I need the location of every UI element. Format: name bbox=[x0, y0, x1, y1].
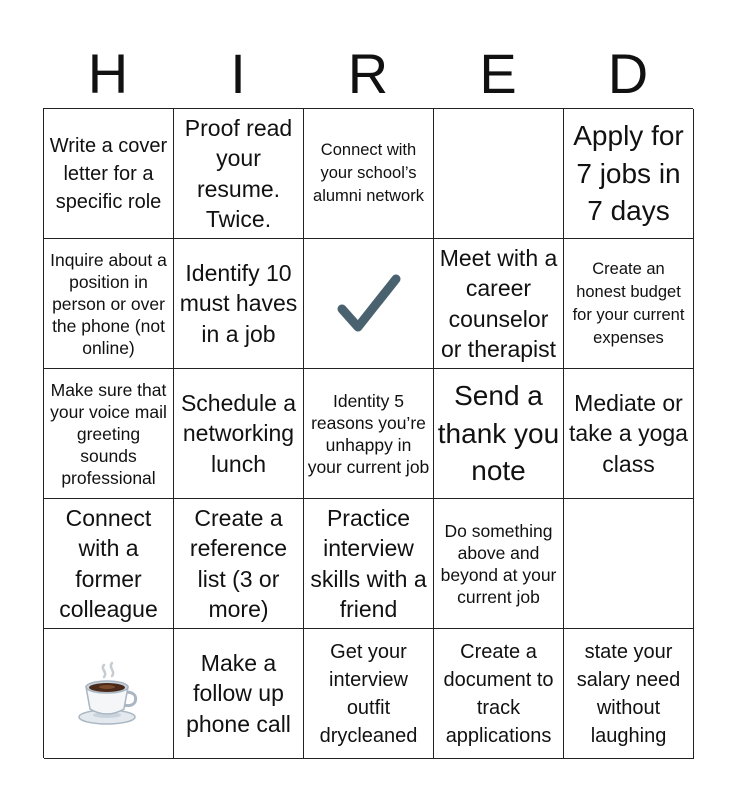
cell-text: Send a thank you note bbox=[437, 380, 560, 487]
cell-text: Apply for 7 jobs in 7 days bbox=[573, 120, 684, 227]
bingo-cell[interactable] bbox=[564, 239, 694, 369]
bingo-cell[interactable] bbox=[434, 499, 564, 629]
bingo-cell[interactable] bbox=[564, 369, 694, 499]
cell-text: Meet with a career counselor or therapist bbox=[439, 244, 558, 362]
bingo-cell[interactable] bbox=[44, 499, 174, 629]
bingo-cell[interactable] bbox=[44, 239, 174, 369]
bingo-board bbox=[43, 108, 693, 758]
title-letter-r: R bbox=[347, 42, 389, 105]
cell-text: Make sure that your voice mail greeting sounds professional bbox=[50, 379, 167, 488]
cell-text: Create a document to track applications bbox=[443, 640, 554, 747]
coffee-cup-icon bbox=[74, 659, 144, 729]
cell-text: Connect with a former colleague bbox=[59, 504, 158, 622]
bingo-cell[interactable] bbox=[174, 499, 304, 629]
cell-text: Identity 5 reasons you’re unhappy in your current job bbox=[307, 390, 430, 477]
cell-text: Mediate or take a yoga class bbox=[569, 389, 688, 477]
cell-text: Identify 10 must haves in a job bbox=[179, 259, 298, 347]
cell-text: Do something above and beyond at your current job bbox=[440, 520, 557, 607]
bingo-cell[interactable] bbox=[174, 109, 304, 239]
bingo-cell[interactable] bbox=[174, 369, 304, 499]
cell-text: Get your interview outfit drycleaned bbox=[319, 640, 418, 747]
bingo-cell[interactable] bbox=[434, 629, 564, 759]
bingo-cell[interactable] bbox=[174, 239, 304, 369]
cell-text: Proof read your resume. Twice. bbox=[184, 114, 293, 232]
bingo-cell[interactable] bbox=[44, 369, 174, 499]
bingo-cell[interactable] bbox=[564, 499, 694, 629]
bingo-title bbox=[43, 40, 693, 108]
cell-text: Practice interview skills with a friend bbox=[310, 504, 427, 622]
title-letter-i: I bbox=[230, 42, 246, 105]
bingo-cell[interactable] bbox=[44, 629, 174, 759]
bingo-cell[interactable] bbox=[304, 109, 434, 239]
cell-text: Write a cover letter for a specific role bbox=[49, 134, 168, 213]
title-letter-e: E bbox=[479, 42, 517, 105]
cell-text: state your salary need without laughing bbox=[576, 640, 681, 747]
bingo-cell[interactable] bbox=[564, 629, 694, 759]
bingo-cell[interactable] bbox=[434, 109, 564, 239]
bingo-cell-free[interactable] bbox=[304, 239, 434, 369]
cell-text: Make a follow up phone call bbox=[186, 649, 291, 737]
bingo-cell[interactable] bbox=[304, 499, 434, 629]
title-letter-d: D bbox=[607, 42, 649, 105]
cell-text: Inquire about a position in person or over the phone (not online) bbox=[50, 249, 167, 358]
bingo-cell[interactable] bbox=[44, 109, 174, 239]
cell-text: Connect with your school’s alumni network bbox=[313, 141, 424, 205]
bingo-cell[interactable] bbox=[304, 629, 434, 759]
bingo-cell[interactable] bbox=[564, 109, 694, 239]
bingo-cell[interactable] bbox=[174, 629, 304, 759]
bingo-cell[interactable] bbox=[304, 369, 434, 499]
title-letter-h: H bbox=[87, 42, 129, 105]
check-mark-icon bbox=[334, 269, 404, 339]
bingo-cell[interactable] bbox=[434, 369, 564, 499]
bingo-cell[interactable] bbox=[434, 239, 564, 369]
cell-text: Create an honest budget for your current expenses bbox=[572, 259, 685, 347]
cell-text: Schedule a networking lunch bbox=[180, 389, 297, 477]
cell-text: Create a reference list (3 or more) bbox=[189, 504, 288, 622]
